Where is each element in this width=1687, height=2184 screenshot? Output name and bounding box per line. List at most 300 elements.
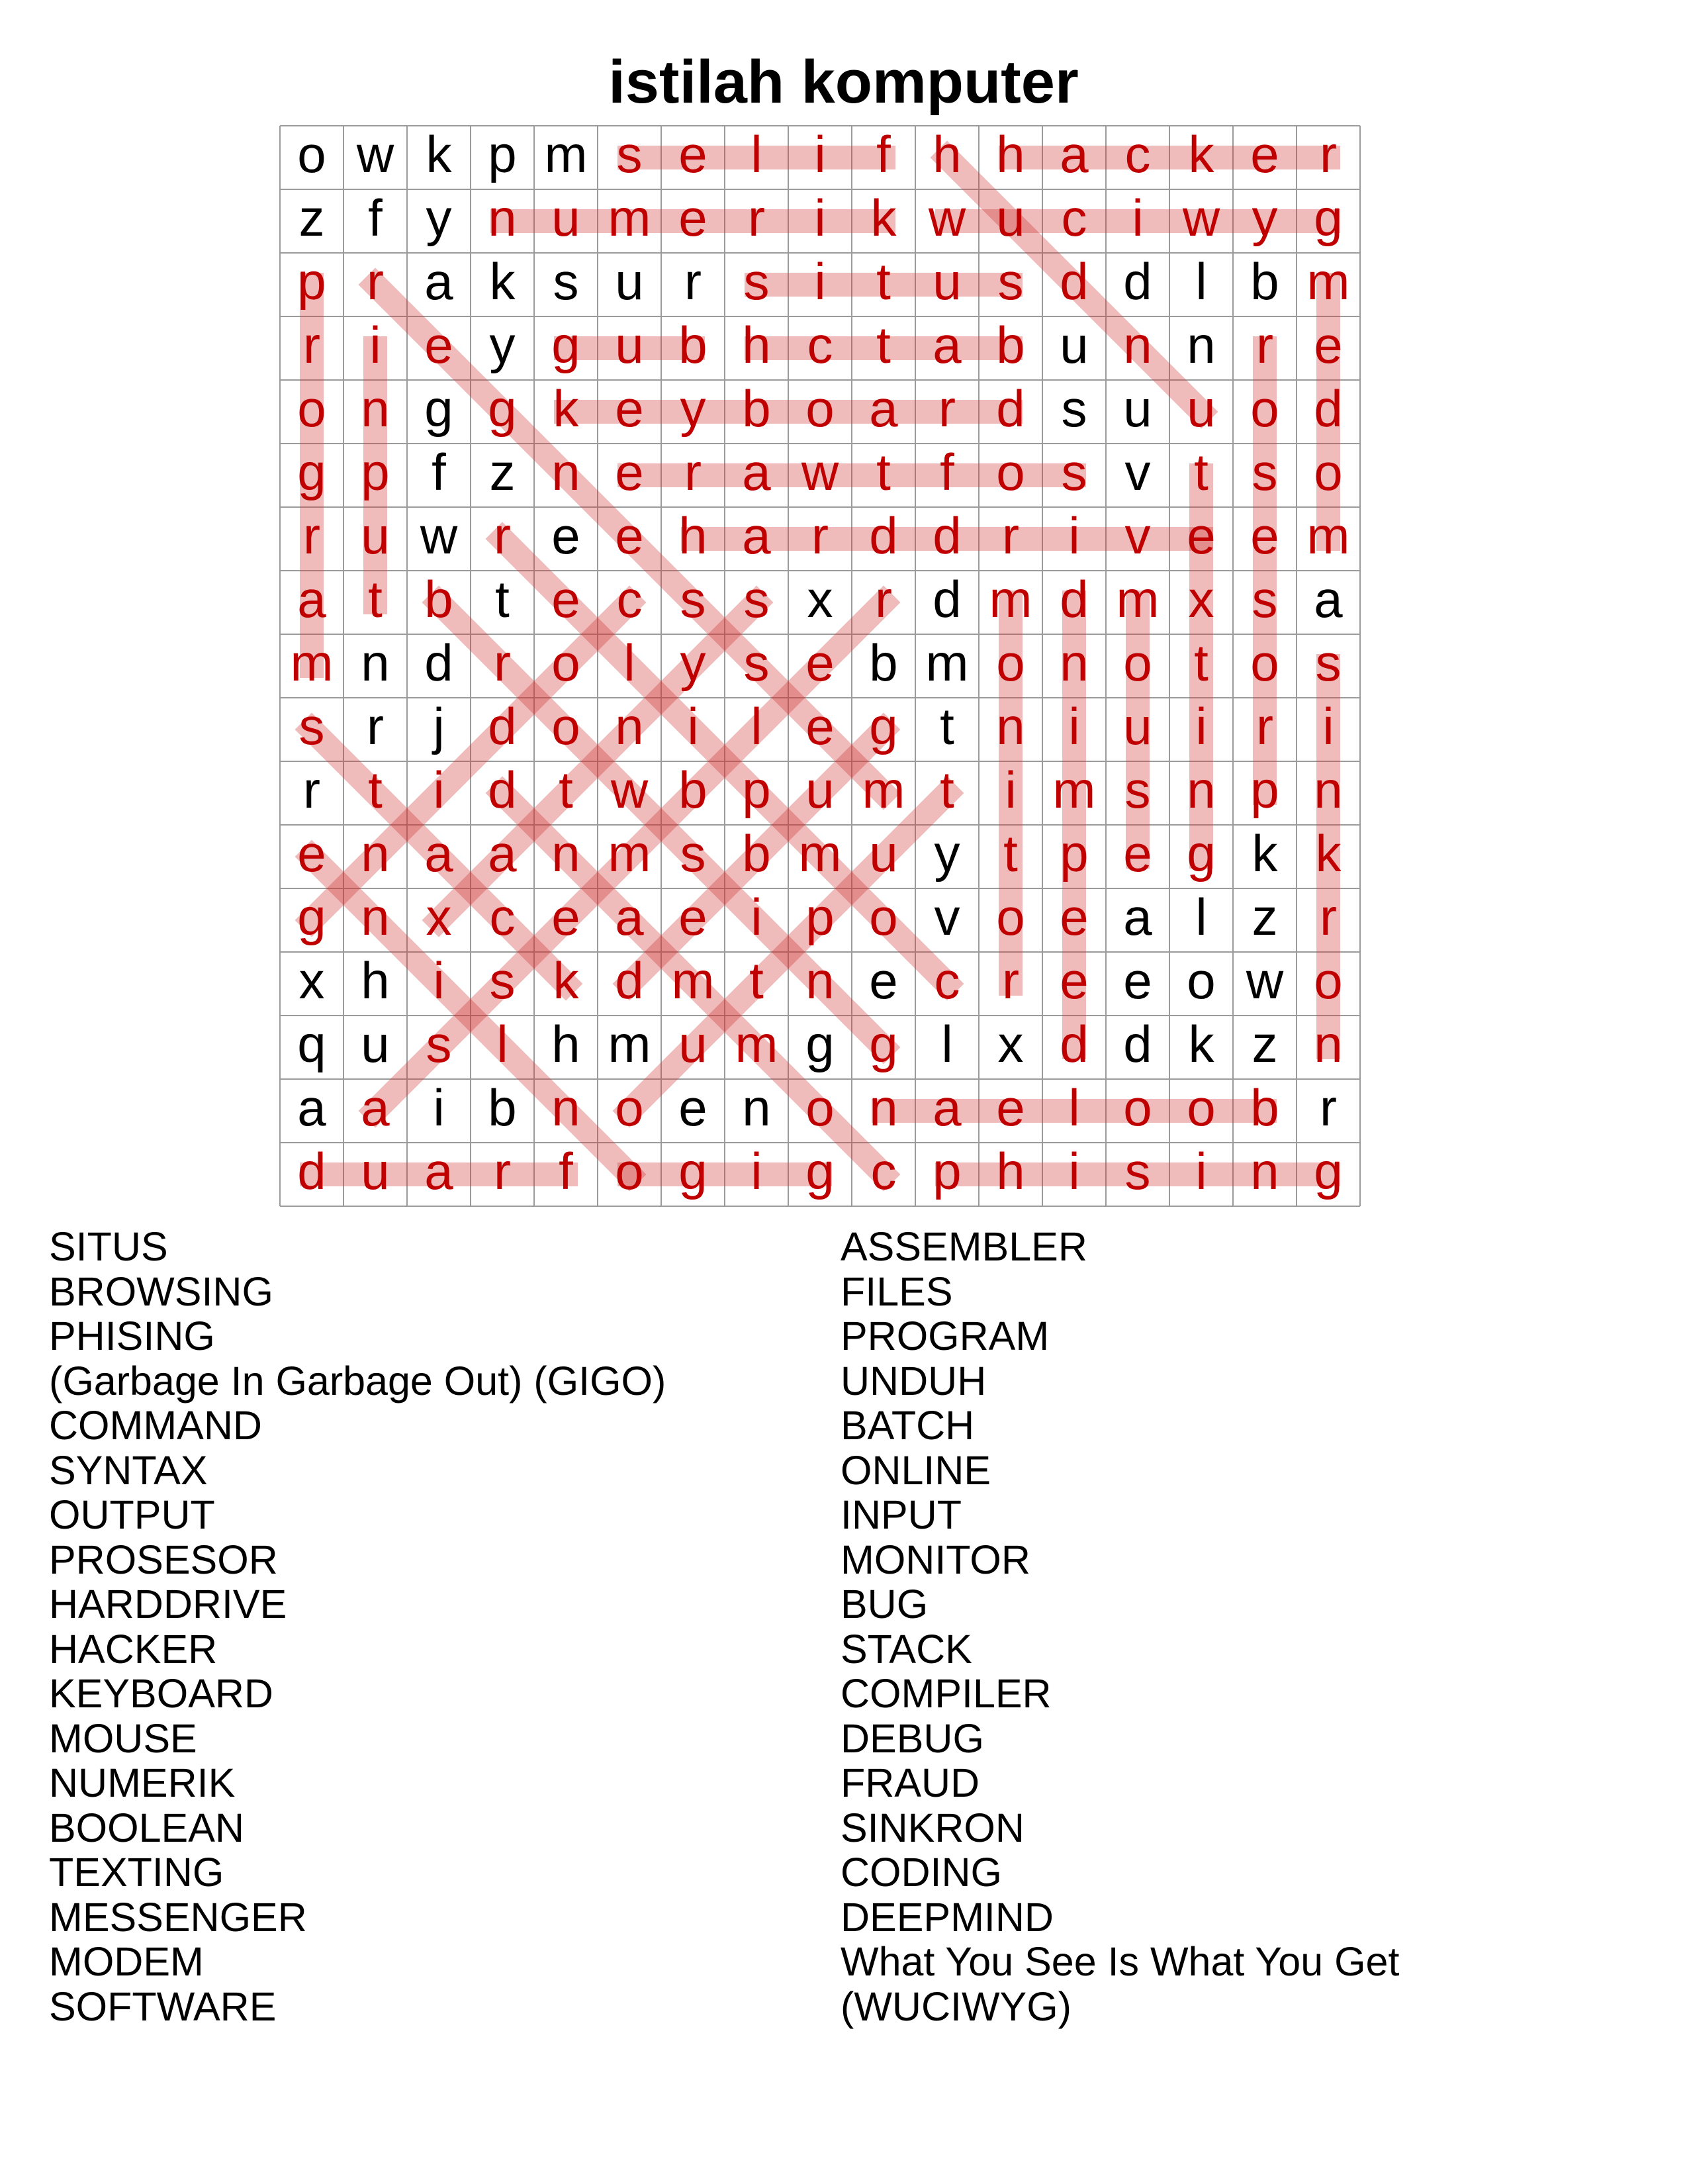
grid-letter-r5c11[interactable]: r [938,379,956,438]
grid-letter-r12c12[interactable]: t [1003,824,1018,882]
grid-letter-r8c5[interactable]: e [551,570,580,628]
grid-letter-r6c1[interactable]: g [297,443,326,501]
grid-letter-r16c10[interactable]: n [869,1078,898,1137]
grid-letter-r12c16[interactable]: k [1252,824,1278,882]
grid-letter-r11c5[interactable]: t [559,761,573,819]
grid-letter-r7c2[interactable]: u [361,506,390,565]
grid-letter-r16c6[interactable]: o [615,1078,644,1137]
grid-letter-r6c3[interactable]: f [432,443,446,501]
grid-letter-r17c10[interactable]: c [870,1142,897,1200]
grid-letter-r14c7[interactable]: m [671,951,715,1010]
grid-letter-r8c14[interactable]: m [1116,570,1160,628]
grid-letter-r4c6[interactable]: u [615,316,644,374]
grid-letter-r17c17[interactable]: g [1314,1142,1343,1200]
grid-letter-r12c17[interactable]: k [1315,824,1342,882]
grid-letter-r7c1[interactable]: r [303,506,320,565]
grid-letter-r6c13[interactable]: s [1061,443,1087,501]
grid-letter-r2c8[interactable]: r [748,189,765,247]
grid-letter-r2c16[interactable]: y [1252,189,1278,247]
grid-letter-r5c9[interactable]: o [805,379,835,438]
grid-letter-r17c15[interactable]: i [1195,1142,1207,1200]
grid-letter-r5c5[interactable]: k [553,379,579,438]
grid-letter-r9c17[interactable]: s [1315,634,1342,692]
grid-letter-r2c10[interactable]: k [870,189,897,247]
grid-letter-r4c9[interactable]: c [807,316,833,374]
grid-letter-r6c4[interactable]: z [489,443,516,501]
grid-letter-r12c15[interactable]: g [1187,824,1216,882]
grid-letter-r3c16[interactable]: b [1250,252,1279,310]
grid-letter-r17c14[interactable]: s [1124,1142,1151,1200]
grid-letter-r1c11[interactable]: h [933,125,962,183]
grid-letter-r2c3[interactable]: y [426,189,452,247]
grid-letter-r11c15[interactable]: n [1187,761,1216,819]
grid-letter-r6c5[interactable]: n [551,443,580,501]
grid-letter-r3c5[interactable]: s [553,252,579,310]
grid-letter-r10c6[interactable]: n [615,697,644,755]
grid-letter-r9c2[interactable]: n [361,634,390,692]
grid-letter-r10c4[interactable]: d [488,697,517,755]
word-list-item: FRAUD [841,1760,980,1805]
grid-letter-r14c15[interactable]: o [1187,951,1216,1010]
grid-letter-r11c10[interactable]: m [862,761,905,819]
grid-letter-r1c13[interactable]: a [1060,125,1089,183]
grid-letter-r14c3[interactable]: i [433,951,445,1010]
grid-letter-r6c11[interactable]: f [940,443,954,501]
grid-letter-r7c6[interactable]: e [615,506,644,565]
grid-letter-r13c7[interactable]: e [678,888,707,946]
grid-letter-r13c13[interactable]: e [1060,888,1089,946]
grid-letter-r2c15[interactable]: w [1182,189,1220,247]
grid-letter-r2c7[interactable]: e [678,189,707,247]
grid-letter-r1c7[interactable]: e [678,125,707,183]
grid-letter-r14c11[interactable]: c [934,951,960,1010]
grid-letter-r15c1[interactable]: q [297,1015,326,1073]
grid-letter-r3c2[interactable]: r [367,252,384,310]
grid-letter-r9c14[interactable]: o [1123,634,1152,692]
grid-letter-r11c7[interactable]: b [678,761,707,819]
grid-letter-r1c2[interactable]: w [356,125,394,183]
grid-letter-r8c15[interactable]: x [1188,570,1214,628]
grid-letter-r1c5[interactable]: m [544,125,588,183]
grid-letter-r7c9[interactable]: r [811,506,829,565]
grid-letter-r4c3[interactable]: e [424,316,453,374]
grid-letter-r12c3[interactable]: a [424,824,453,882]
grid-letter-r3c17[interactable]: m [1306,252,1350,310]
grid-letter-r12c4[interactable]: a [488,824,517,882]
grid-letter-r16c12[interactable]: e [996,1078,1025,1137]
word-list-item: MOUSE [49,1715,197,1761]
grid-letter-r7c10[interactable]: d [869,506,898,565]
grid-letter-r6c7[interactable]: r [684,443,702,501]
grid-letter-r16c5[interactable]: n [551,1078,580,1137]
grid-letter-r1c8[interactable]: l [751,125,762,183]
grid-letter-r5c4[interactable]: g [488,379,517,438]
grid-letter-r3c12[interactable]: s [997,252,1024,310]
grid-letter-r4c17[interactable]: e [1314,316,1343,374]
grid-letter-r8c6[interactable]: c [616,570,643,628]
grid-letter-r9c16[interactable]: o [1250,634,1279,692]
grid-letter-r15c15[interactable]: k [1188,1015,1214,1073]
grid-letter-r7c4[interactable]: r [494,506,511,565]
grid-letter-r11c4[interactable]: d [488,761,517,819]
page-title: istilah komputer [608,48,1079,116]
grid-letter-r12c1[interactable]: e [297,824,326,882]
grid-letter-r17c9[interactable]: g [805,1142,835,1200]
grid-letter-r8c17[interactable]: a [1314,570,1343,628]
grid-letter-r13c1[interactable]: g [297,888,326,946]
grid-letter-r10c7[interactable]: i [687,697,699,755]
grid-letter-r12c2[interactable]: n [361,824,390,882]
grid-letter-r14c1[interactable]: x [298,951,325,1010]
grid-letter-r14c2[interactable]: h [361,951,390,1010]
grid-letter-r16c13[interactable]: l [1068,1078,1080,1137]
grid-letter-r10c9[interactable]: e [805,697,835,755]
grid-letter-r10c15[interactable]: i [1195,697,1207,755]
grid-letter-r7c5[interactable]: e [551,506,580,565]
word-list-item: DEBUG [841,1715,984,1761]
grid-letter-r8c9[interactable]: x [807,570,833,628]
grid-letter-r15c4[interactable]: l [496,1015,508,1073]
grid-letter-r5c17[interactable]: d [1314,379,1343,438]
grid-letter-r7c13[interactable]: i [1068,506,1080,565]
grid-letter-r15c5[interactable]: h [551,1015,580,1073]
grid-letter-r8c2[interactable]: t [368,570,383,628]
word-list-item: (WUCIWYG) [841,1983,1071,2029]
grid-letter-r2c4[interactable]: n [488,189,517,247]
grid-letter-r12c8[interactable]: b [742,824,771,882]
grid-letter-r11c8[interactable]: p [742,761,771,819]
grid-letter-r4c14[interactable]: n [1123,316,1152,374]
grid-letter-r6c10[interactable]: t [876,443,891,501]
grid-letter-r13c5[interactable]: e [551,888,580,946]
grid-letter-r6c17[interactable]: o [1314,443,1343,501]
grid-letter-r4c16[interactable]: r [1256,316,1273,374]
grid-letter-r15c8[interactable]: m [735,1015,778,1073]
grid-letter-r9c8[interactable]: s [743,634,770,692]
grid-letter-r7c7[interactable]: h [678,506,707,565]
grid-letter-r4c11[interactable]: a [933,316,962,374]
grid-letter-r15c14[interactable]: d [1123,1015,1152,1073]
grid-letter-r8c10[interactable]: r [875,570,892,628]
word-list-item: INPUT [841,1492,962,1537]
grid-letter-r2c14[interactable]: i [1132,189,1144,247]
grid-letter-r14c4[interactable]: s [489,951,516,1010]
grid-letter-r13c17[interactable]: r [1320,888,1337,946]
grid-letter-r16c1[interactable]: a [297,1078,326,1137]
grid-letter-r9c3[interactable]: d [424,634,453,692]
grid-letter-r13c8[interactable]: i [751,888,762,946]
grid-letter-r9c1[interactable]: m [290,634,334,692]
grid-letter-r13c2[interactable]: n [361,888,390,946]
grid-letter-r10c5[interactable]: o [551,697,580,755]
grid-letter-r13c11[interactable]: v [934,888,960,946]
grid-letter-r5c16[interactable]: o [1250,379,1279,438]
grid-letter-r4c1[interactable]: r [303,316,320,374]
grid-letter-r6c14[interactable]: v [1124,443,1151,501]
grid-letter-r11c17[interactable]: n [1314,761,1343,819]
grid-letter-r4c2[interactable]: i [369,316,381,374]
grid-letter-r12c11[interactable]: y [934,824,960,882]
grid-letter-r4c13[interactable]: u [1060,316,1089,374]
grid-letter-r8c13[interactable]: d [1060,570,1089,628]
grid-letter-r1c12[interactable]: h [996,125,1025,183]
grid-letter-r12c10[interactable]: u [869,824,898,882]
grid-letter-r14c12[interactable]: r [1002,951,1019,1010]
grid-letter-r5c2[interactable]: n [361,379,390,438]
grid-letter-r2c12[interactable]: u [996,189,1025,247]
grid-letter-r14c17[interactable]: o [1314,951,1343,1010]
grid-letter-r17c13[interactable]: i [1068,1142,1080,1200]
grid-letter-r1c17[interactable]: r [1320,125,1337,183]
grid-letter-r8c12[interactable]: m [989,570,1032,628]
grid-letter-r17c2[interactable]: u [361,1142,390,1200]
grid-letter-r16c4[interactable]: b [488,1078,517,1137]
grid-letter-r7c11[interactable]: d [933,506,962,565]
grid-letter-r10c17[interactable]: i [1322,697,1334,755]
grid-letter-r7c15[interactable]: e [1187,506,1216,565]
grid-letter-r3c8[interactable]: s [743,252,770,310]
grid-letter-r9c15[interactable]: t [1194,634,1208,692]
word-list-item: DEEPMIND [841,1894,1054,1940]
grid-letter-r15c16[interactable]: z [1252,1015,1278,1073]
grid-letter-r5c14[interactable]: u [1123,379,1152,438]
grid-letter-r3c13[interactable]: d [1060,252,1089,310]
grid-letter-r11c3[interactable]: i [433,761,445,819]
grid-letter-r11c9[interactable]: u [805,761,835,819]
grid-letter-r15c9[interactable]: g [805,1015,835,1073]
grid-letter-r4c7[interactable]: b [678,316,707,374]
grid-letter-r2c11[interactable]: w [928,189,966,247]
grid-letter-r9c6[interactable]: l [623,634,635,692]
grid-letter-r10c10[interactable]: g [869,697,898,755]
grid-letter-r17c4[interactable]: r [494,1142,511,1200]
grid-letter-r3c15[interactable]: l [1195,252,1207,310]
grid-letter-r17c3[interactable]: a [424,1142,453,1200]
grid-letter-r15c3[interactable]: s [426,1015,452,1073]
grid-letter-r16c7[interactable]: e [678,1078,707,1137]
grid-letter-r4c10[interactable]: t [876,316,891,374]
grid-letter-r8c8[interactable]: s [743,570,770,628]
grid-letter-r15c7[interactable]: u [678,1015,707,1073]
grid-letter-r17c1[interactable]: d [297,1142,326,1200]
grid-letter-r11c16[interactable]: p [1250,761,1279,819]
word-list-item: (Garbage In Garbage Out) (GIGO) [49,1358,666,1403]
grid-letter-r6c9[interactable]: w [801,443,839,501]
grid-letter-r3c6[interactable]: u [615,252,644,310]
grid-letter-r5c15[interactable]: u [1187,379,1216,438]
grid-letter-r9c5[interactable]: o [551,634,580,692]
grid-letter-r5c1[interactable]: o [297,379,326,438]
grid-letter-r12c9[interactable]: m [798,824,842,882]
grid-letter-r7c17[interactable]: m [1306,506,1350,565]
grid-letter-r16c9[interactable]: o [805,1078,835,1137]
word-list-item: KEYBOARD [49,1671,273,1716]
grid-letter-r11c2[interactable]: t [368,761,383,819]
grid-letter-r3c11[interactable]: u [933,252,962,310]
grid-letter-r15c12[interactable]: x [997,1015,1024,1073]
grid-letter-r14c6[interactable]: d [615,951,644,1010]
grid-letter-r13c6[interactable]: a [615,888,644,946]
grid-letter-r13c14[interactable]: a [1123,888,1152,946]
grid-letter-r15c2[interactable]: u [361,1015,390,1073]
grid-letter-r10c3[interactable]: j [433,697,445,755]
grid-letter-r10c8[interactable]: l [751,697,762,755]
grid-letter-r13c15[interactable]: l [1195,888,1207,946]
grid-letter-r5c7[interactable]: y [680,379,706,438]
grid-letter-r17c16[interactable]: n [1250,1142,1279,1200]
grid-letter-r1c6[interactable]: s [616,125,643,183]
grid-letter-r5c8[interactable]: b [742,379,771,438]
grid-letter-r17c8[interactable]: i [751,1142,762,1200]
grid-letter-r1c14[interactable]: c [1124,125,1151,183]
grid-letter-r4c8[interactable]: h [742,316,771,374]
grid-letter-r13c9[interactable]: p [805,888,835,946]
grid-letter-r9c9[interactable]: e [805,634,835,692]
grid-letter-r11c1[interactable]: r [303,761,320,819]
grid-letter-r6c6[interactable]: e [615,443,644,501]
grid-letter-r8c11[interactable]: d [933,570,962,628]
grid-letter-r16c14[interactable]: o [1123,1078,1152,1137]
grid-letter-r9c4[interactable]: r [494,634,511,692]
grid-letter-r9c10[interactable]: b [869,634,898,692]
grid-letter-r16c11[interactable]: a [933,1078,962,1137]
grid-letter-r15c13[interactable]: d [1060,1015,1089,1073]
grid-letter-r6c12[interactable]: o [996,443,1025,501]
grid-letter-r7c16[interactable]: e [1250,506,1279,565]
grid-letter-r16c2[interactable]: a [361,1078,390,1137]
grid-letter-r15c10[interactable]: g [869,1015,898,1073]
grid-letter-r14c10[interactable]: e [869,951,898,1010]
grid-letter-r14c13[interactable]: e [1060,951,1089,1010]
grid-letter-r17c11[interactable]: p [933,1142,962,1200]
grid-letter-r7c3[interactable]: w [420,506,458,565]
grid-letter-r17c7[interactable]: g [678,1142,707,1200]
grid-letter-r16c16[interactable]: b [1250,1078,1279,1137]
grid-letter-r10c12[interactable]: n [996,697,1025,755]
grid-letter-r14c9[interactable]: n [805,951,835,1010]
word-list-item: OUTPUT [49,1492,215,1537]
wordsearch-grid[interactable] [280,126,1360,1206]
grid-letter-r8c1[interactable]: a [297,570,326,628]
grid-letter-r15c17[interactable]: n [1314,1015,1343,1073]
grid-letter-r5c13[interactable]: s [1061,379,1087,438]
grid-letter-r9c13[interactable]: n [1060,634,1089,692]
grid-letter-r10c16[interactable]: r [1256,697,1273,755]
grid-letter-r11c12[interactable]: i [1005,761,1017,819]
grid-letter-r1c16[interactable]: e [1250,125,1279,183]
grid-letter-r13c3[interactable]: x [426,888,452,946]
grid-letter-r2c17[interactable]: g [1314,189,1343,247]
grid-letter-r13c12[interactable]: o [996,888,1025,946]
grid-letter-r10c11[interactable]: t [940,697,954,755]
grid-letter-r17c6[interactable]: o [615,1142,644,1200]
grid-letter-r10c2[interactable]: r [367,697,384,755]
grid-letter-r16c3[interactable]: i [433,1078,445,1137]
grid-letter-r6c15[interactable]: t [1194,443,1208,501]
grid-letter-r3c10[interactable]: t [876,252,891,310]
grid-letter-r3c1[interactable]: p [297,252,326,310]
grid-letter-r2c6[interactable]: m [608,189,651,247]
grid-letter-r8c3[interactable]: b [424,570,453,628]
grid-letter-r13c10[interactable]: o [869,888,898,946]
grid-letter-r1c1[interactable]: o [297,125,326,183]
grid-letter-r1c4[interactable]: p [488,125,517,183]
grid-letter-r1c10[interactable]: f [876,125,891,183]
grid-letter-r1c3[interactable]: k [426,125,452,183]
grid-letter-r11c6[interactable]: w [610,761,649,819]
grid-letter-r10c1[interactable]: s [298,697,325,755]
grid-letter-r9c11[interactable]: m [925,634,969,692]
grid-letter-r2c9[interactable]: i [814,189,826,247]
grid-letter-r3c9[interactable]: i [814,252,826,310]
grid-letter-r16c17[interactable]: r [1320,1078,1337,1137]
grid-letter-r10c13[interactable]: i [1068,697,1080,755]
grid-letter-r2c13[interactable]: c [1061,189,1087,247]
grid-letter-r12c13[interactable]: p [1060,824,1089,882]
grid-letter-r1c9[interactable]: i [814,125,826,183]
grid-letter-r5c6[interactable]: e [615,379,644,438]
grid-letter-r15c11[interactable]: l [941,1015,953,1073]
grid-letter-r12c14[interactable]: e [1123,824,1152,882]
grid-letter-r13c4[interactable]: c [489,888,516,946]
grid-letter-r4c4[interactable]: y [489,316,516,374]
grid-letter-r7c14[interactable]: v [1124,506,1151,565]
grid-letter-r12c6[interactable]: m [608,824,651,882]
grid-letter-r9c7[interactable]: y [680,634,706,692]
grid-letter-r16c8[interactable]: n [742,1078,771,1137]
grid-letter-r11c13[interactable]: m [1052,761,1096,819]
grid-letter-r17c12[interactable]: h [996,1142,1025,1200]
grid-letter-r17c5[interactable]: f [559,1142,573,1200]
grid-letter-r8c4[interactable]: t [495,570,510,628]
grid-letter-r7c12[interactable]: r [1002,506,1019,565]
grid-letter-r5c10[interactable]: a [869,379,898,438]
grid-letter-r4c5[interactable]: g [551,316,580,374]
grid-letter-r3c3[interactable]: a [424,252,453,310]
grid-letter-r8c7[interactable]: s [680,570,706,628]
grid-letter-r11c11[interactable]: t [940,761,954,819]
grid-letter-r4c15[interactable]: n [1187,316,1216,374]
grid-letter-r6c8[interactable]: a [742,443,771,501]
grid-letter-r12c7[interactable]: s [680,824,706,882]
grid-letter-r7c8[interactable]: a [742,506,771,565]
grid-letter-r2c2[interactable]: f [368,189,383,247]
grid-letter-r3c14[interactable]: d [1123,252,1152,310]
grid-letter-r11c14[interactable]: s [1124,761,1151,819]
grid-letter-r14c14[interactable]: e [1123,951,1152,1010]
grid-letter-r13c16[interactable]: z [1252,888,1278,946]
grid-letter-r3c4[interactable]: k [489,252,516,310]
grid-letter-r3c7[interactable]: r [684,252,702,310]
grid-letter-r16c15[interactable]: o [1187,1078,1216,1137]
grid-letter-r5c12[interactable]: d [996,379,1025,438]
grid-letter-r2c1[interactable]: z [298,189,325,247]
grid-letter-r9c12[interactable]: o [996,634,1025,692]
grid-letter-r6c2[interactable]: p [361,443,390,501]
grid-letter-r4c12[interactable]: b [996,316,1025,374]
grid-letter-r14c5[interactable]: k [553,951,579,1010]
grid-letter-r12c5[interactable]: n [551,824,580,882]
grid-letter-r5c3[interactable]: g [424,379,453,438]
grid-letter-r15c6[interactable]: m [608,1015,651,1073]
grid-letter-r14c8[interactable]: t [749,951,764,1010]
grid-letter-r10c14[interactable]: u [1123,697,1152,755]
grid-letter-r14c16[interactable]: w [1246,951,1284,1010]
grid-letter-r6c16[interactable]: s [1252,443,1278,501]
grid-letter-r1c15[interactable]: k [1188,125,1214,183]
grid-letter-r2c5[interactable]: u [551,189,580,247]
grid-letter-r8c16[interactable]: s [1252,570,1278,628]
